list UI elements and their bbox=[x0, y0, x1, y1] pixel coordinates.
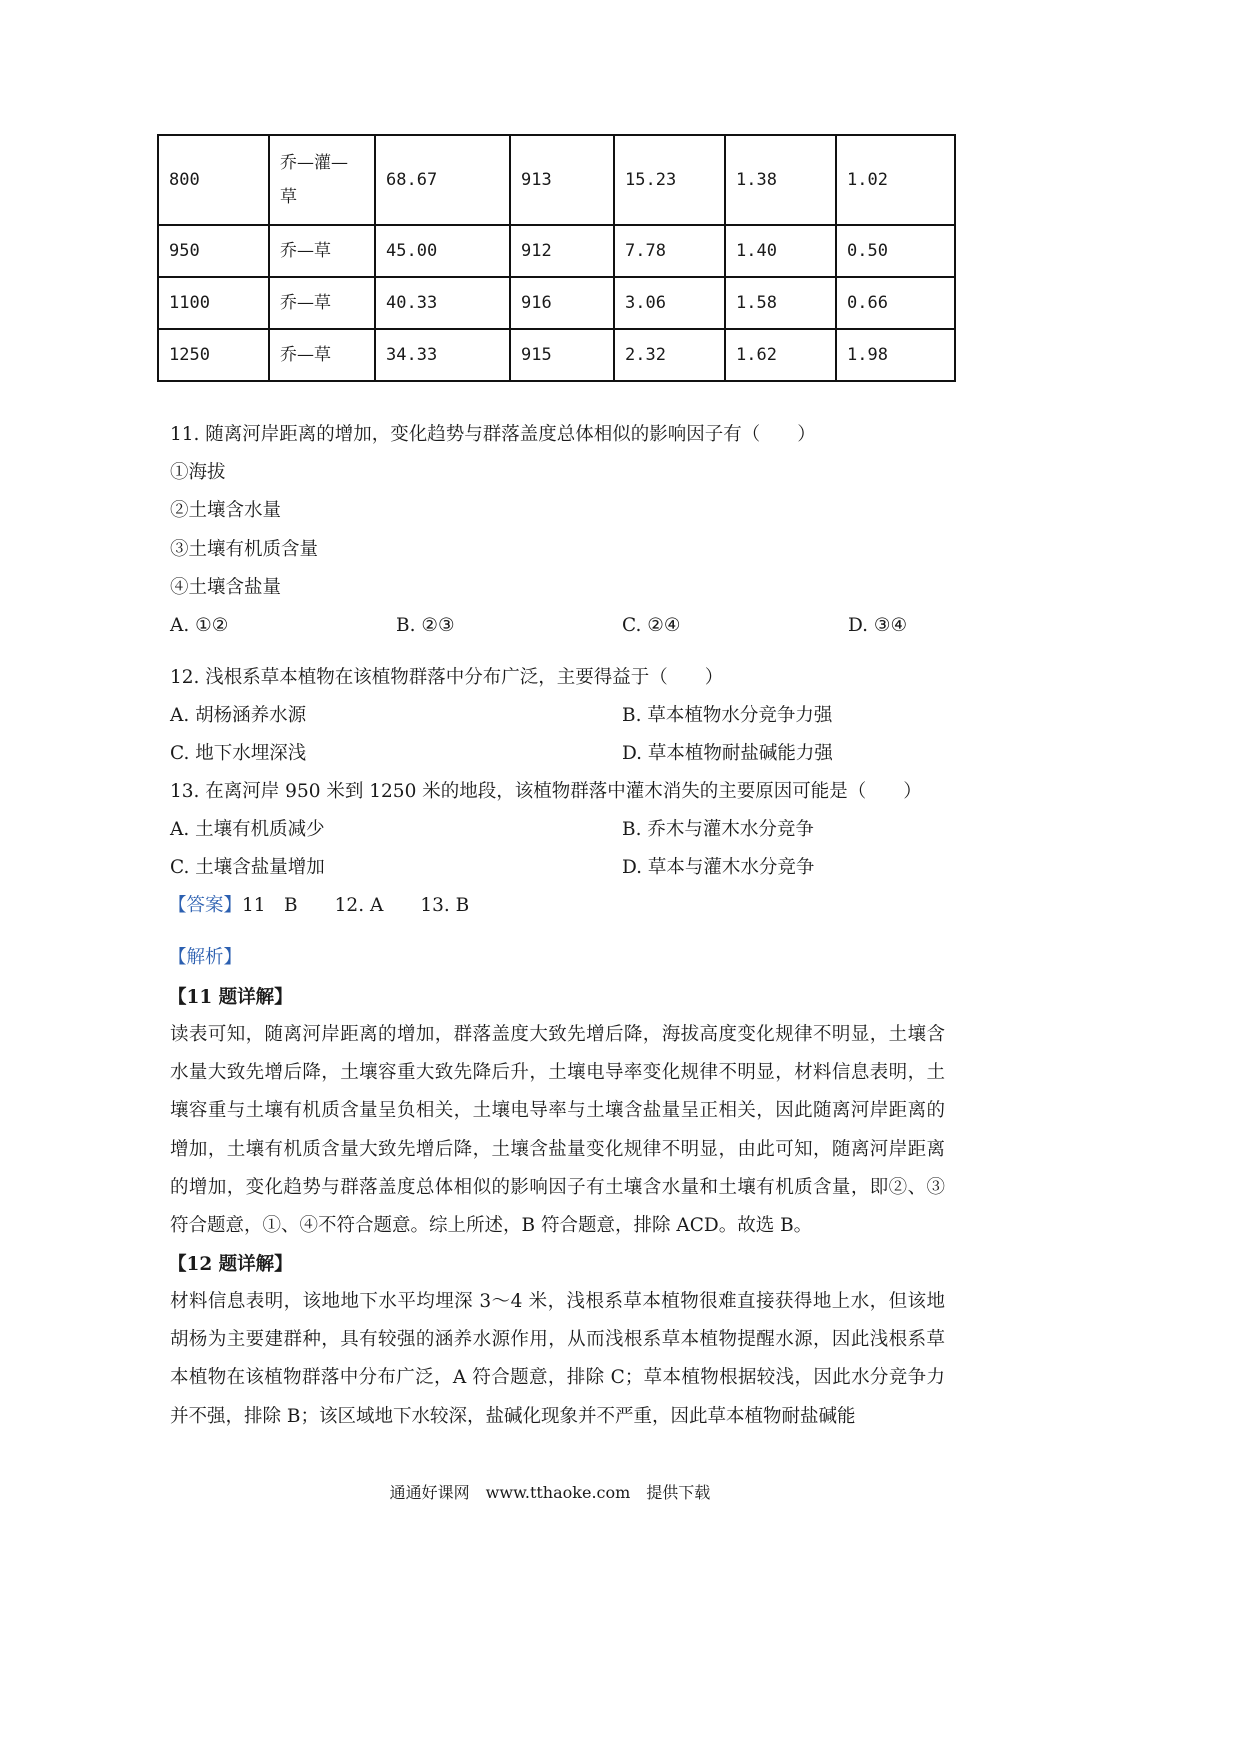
table-row bbox=[158, 225, 955, 277]
answer-tag: 【答案】 bbox=[168, 895, 243, 916]
question-13-option-c: C. 土壤含盐量增加 bbox=[170, 857, 325, 878]
page-footer: 通通好课网 www.tthaoke.com 提供下载 bbox=[389, 1483, 711, 1502]
question-11-option-b: B. ②③ bbox=[396, 615, 455, 636]
table-cell: 0.50 bbox=[836, 225, 955, 277]
table-cell: 1.38 bbox=[725, 135, 836, 225]
question-12-option-a: A. 胡杨涵养水源 bbox=[170, 705, 307, 726]
question-11-item: ④土壤含盐量 bbox=[170, 577, 282, 598]
table-cell: 1.58 bbox=[725, 277, 836, 329]
answer-line bbox=[168, 893, 469, 919]
table-cell: 1.02 bbox=[836, 135, 955, 225]
table-cell: 乔—草 bbox=[269, 277, 375, 329]
table-cell: 915 bbox=[510, 329, 614, 381]
question-11-option-a: A. ①② bbox=[170, 615, 229, 636]
table-row bbox=[158, 135, 955, 225]
table-cell: 34.33 bbox=[375, 329, 510, 381]
analysis-paragraph-11: 读表可知，随离河岸距离的增加，群落盖度大致先增后降，海拔高度变化规律不明显，土壤含水量大致先增后降，土壤容重大致先降后升，土壤电导率变化规律不明显，材料信息表明，土壤容重与土壤有机质含量呈负相关，土壤电导率与土壤含盐量呈正相关，因此随离河岸距离的增加，土壤有机质含量大致先增后降，土壤含盐量变化规律不明显，由此可知，随离河岸距离的增加，变化趋势与群落盖度总体相似的影响因子有土壤含水量和土壤有机质含量，即②、③符合题意，①、④不符合题意。综上所述，B 符合题意，排除 ACD。故选 B。 bbox=[170, 1024, 945, 1237]
question-13-stem: 13. 在离河岸 950 米到 1250 米的地段，该植物群落中灌木消失的主要原因可能是（ ） bbox=[170, 781, 922, 802]
table-cell: 1.40 bbox=[725, 225, 836, 277]
question-11-option-c: C. ②④ bbox=[622, 615, 681, 636]
analysis-heading-11: 【11 题详解】 bbox=[168, 987, 293, 1008]
question-12-option-b: B. 草本植物水分竞争力强 bbox=[622, 705, 833, 726]
question-13-option-a: A. 土壤有机质减少 bbox=[170, 819, 325, 840]
question-11-stem: 11. 随离河岸距离的增加，变化趋势与群落盖度总体相似的影响因子有（ ） bbox=[170, 424, 816, 445]
question-11-item: ①海拔 bbox=[170, 462, 226, 483]
answer-text: 11 B 12. A 13. B bbox=[242, 895, 470, 916]
table-cell: 916 bbox=[510, 277, 614, 329]
table-row bbox=[158, 329, 955, 381]
question-11-option-d: D. ③④ bbox=[848, 615, 908, 636]
question-12-stem: 12. 浅根系草本植物在该植物群落中分布广泛，主要得益于（ ） bbox=[170, 667, 724, 688]
table-cell: 800 bbox=[158, 135, 269, 225]
table-cell: 3.06 bbox=[614, 277, 725, 329]
table-cell: 950 bbox=[158, 225, 269, 277]
table-cell: 乔—灌—草 bbox=[269, 135, 375, 225]
analysis-tag: 【解析】 bbox=[168, 947, 243, 968]
table-cell: 2.32 bbox=[614, 329, 725, 381]
table-cell: 913 bbox=[510, 135, 614, 225]
question-13-option-b: B. 乔木与灌木水分竞争 bbox=[622, 819, 814, 840]
table-cell: 0.66 bbox=[836, 277, 955, 329]
question-13-option-d: D. 草本与灌木水分竞争 bbox=[622, 857, 815, 878]
question-11-item: ③土壤有机质含量 bbox=[170, 539, 319, 560]
table-cell: 7.78 bbox=[614, 225, 725, 277]
table-cell: 乔—草 bbox=[269, 329, 375, 381]
table-row bbox=[158, 277, 955, 329]
analysis-heading-12: 【12 题详解】 bbox=[168, 1254, 293, 1275]
question-11-item: ②土壤含水量 bbox=[170, 500, 282, 521]
table-cell: 乔—草 bbox=[269, 225, 375, 277]
table-cell: 1250 bbox=[158, 329, 269, 381]
table-cell: 68.67 bbox=[375, 135, 510, 225]
table-cell: 912 bbox=[510, 225, 614, 277]
question-12-option-d: D. 草本植物耐盐碱能力强 bbox=[622, 743, 833, 764]
table-cell: 1100 bbox=[158, 277, 269, 329]
table-cell: 40.33 bbox=[375, 277, 510, 329]
question-12-option-c: C. 地下水埋深浅 bbox=[170, 743, 307, 764]
table-cell: 1.98 bbox=[836, 329, 955, 381]
data-table bbox=[157, 134, 956, 382]
table-cell: 45.00 bbox=[375, 225, 510, 277]
table-cell: 15.23 bbox=[614, 135, 725, 225]
table-cell: 1.62 bbox=[725, 329, 836, 381]
analysis-paragraph-12: 材料信息表明，该地地下水平均埋深 3～4 米，浅根系草本植物很难直接获得地上水，但该地胡杨为主要建群种，具有较强的涵养水源作用，从而浅根系草本植物提醒水源，因此浅根系草本植物在该植物群落中分布广泛，A 符合题意，排除 C；草本植物根据较浅，因此水分竞争力并不强，排除 B；该区域地下水较深，盐碱化现象并不严重，因此草本植物耐盐碱能 bbox=[170, 1291, 945, 1427]
